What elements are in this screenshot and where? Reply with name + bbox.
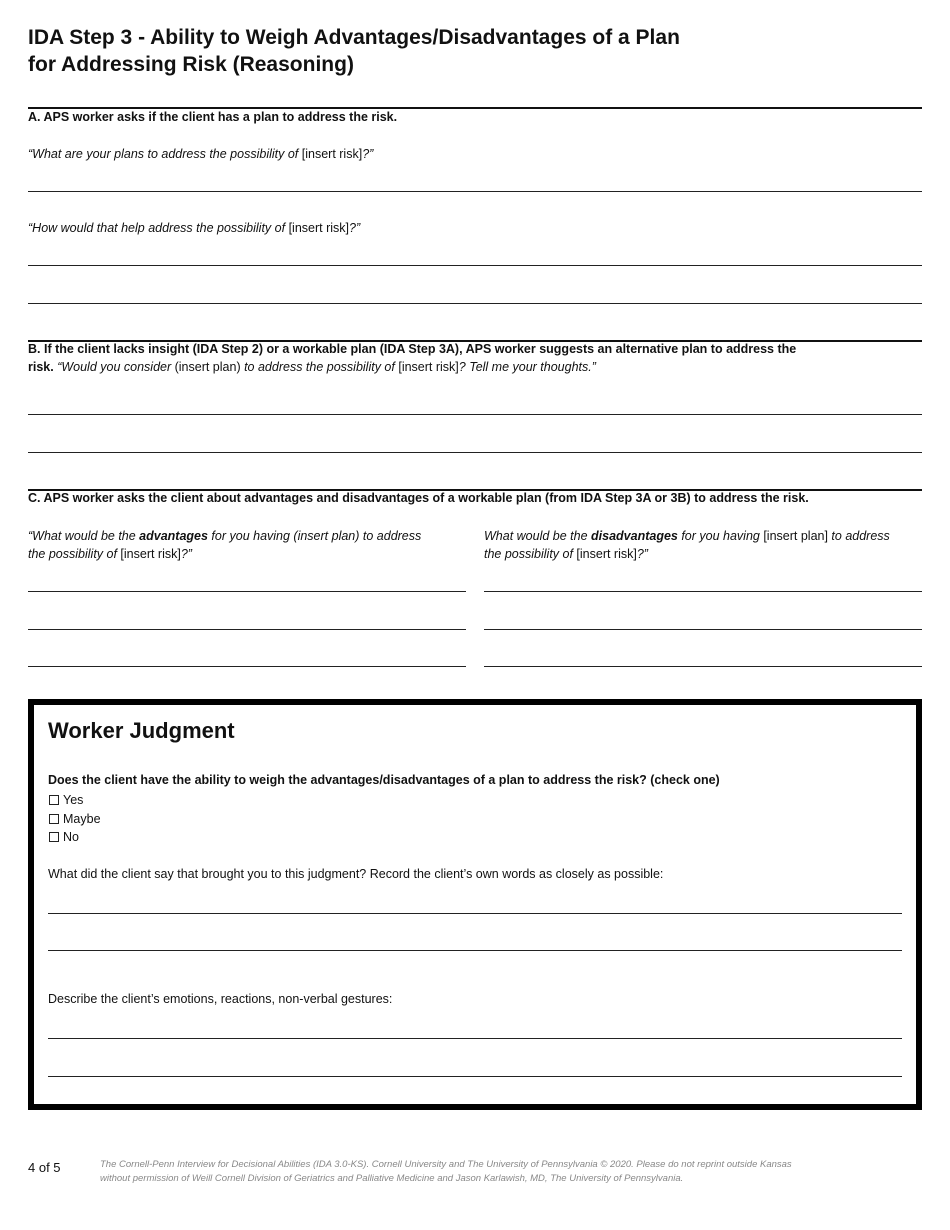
worker-judgment-question: Does the client have the ability to weigh the advantages/disadvantages of a plan to address the risk? (check one) [48,773,720,787]
answer-line-words-1[interactable] [48,913,902,914]
page-number: 4 of 5 [28,1160,61,1175]
answer-line-c-right-1[interactable] [484,591,922,592]
option-no[interactable] [48,828,101,847]
option-yes[interactable] [48,791,101,810]
section-b-heading-line-1: B. If the client lacks insight (IDA Step 2) or a workable plan (IDA Step 3A), APS worker suggests an alternative plan to address the [28,342,797,356]
option-maybe-label: Maybe [63,811,101,826]
section-b-heading [28,340,922,376]
answer-line-emotions-2[interactable] [48,1076,902,1077]
page-title-line-2: for Addressing Risk (Reasoning) [28,53,354,76]
client-emotions-prompt: Describe the client’s emotions, reactions, non-verbal gestures: [48,992,393,1006]
checkbox-no[interactable] [49,832,59,842]
answer-line-c-left-2[interactable] [28,629,466,630]
copyright-line-1: The Cornell-Penn Interview for Decisional Abilities (IDA 3.0-KS). Cornell University and The University of Pennsylvania © 2020. Please do not reprint outside Kansas [100,1159,792,1170]
section-c-disadvantages-question: What would be the disadvantages for you having [insert plan] to address the possibility of [insert risk]?” [484,529,890,561]
page-title [28,24,848,78]
checkbox-yes[interactable] [49,795,59,805]
answer-line-b1[interactable] [28,414,922,415]
answer-line-emotions-1[interactable] [48,1038,902,1039]
answer-line-a3[interactable] [28,303,922,304]
section-b-heading-line-2: risk. “Would you consider (insert plan) to address the possibility of [insert risk]? Tell me your thoughts.” [28,360,596,374]
copyright-line-2: without permission of Weill Cornell Division of Geriatrics and Palliative Medicine and Jason Karlawish, MD, The University of Pennsylvania. [100,1173,684,1184]
section-a-heading: A. APS worker asks if the client has a plan to address the risk. [28,110,398,124]
answer-line-a1[interactable] [28,191,922,192]
worker-judgment-title: Worker Judgment [48,718,235,743]
section-a-question-1: “What are your plans to address the possibility of [insert risk]?” [28,147,374,161]
judgment-options [48,791,101,847]
option-maybe[interactable] [48,810,101,829]
answer-line-words-2[interactable] [48,950,902,951]
option-no-label: No [63,830,79,844]
client-words-prompt: What did the client say that brought you to this judgment? Record the client’s own words as closely as possible: [48,867,664,881]
answer-line-c-right-2[interactable] [484,629,922,630]
checkbox-maybe[interactable] [49,814,59,824]
copyright-notice [100,1158,900,1186]
section-a-question-2: “How would that help address the possibility of [insert risk]?” [28,221,361,235]
answer-line-a2[interactable] [28,265,922,266]
section-c-advantages-question: “What would be the advantages for you having (insert plan) to address the possibility of [insert risk]?” [28,529,422,561]
page-title-line-1: IDA Step 3 - Ability to Weigh Advantages/Disadvantages of a Plan [28,26,680,49]
answer-line-b2[interactable] [28,452,922,453]
answer-line-c-right-3[interactable] [484,666,922,667]
section-c-heading: C. APS worker asks the client about advantages and disadvantages of a workable plan (from IDA Step 3A or 3B) to address the risk. [28,491,809,505]
option-yes-label: Yes [63,793,84,807]
worker-judgment-box [28,699,922,1110]
answer-line-c-left-3[interactable] [28,666,466,667]
answer-line-c-left-1[interactable] [28,591,466,592]
